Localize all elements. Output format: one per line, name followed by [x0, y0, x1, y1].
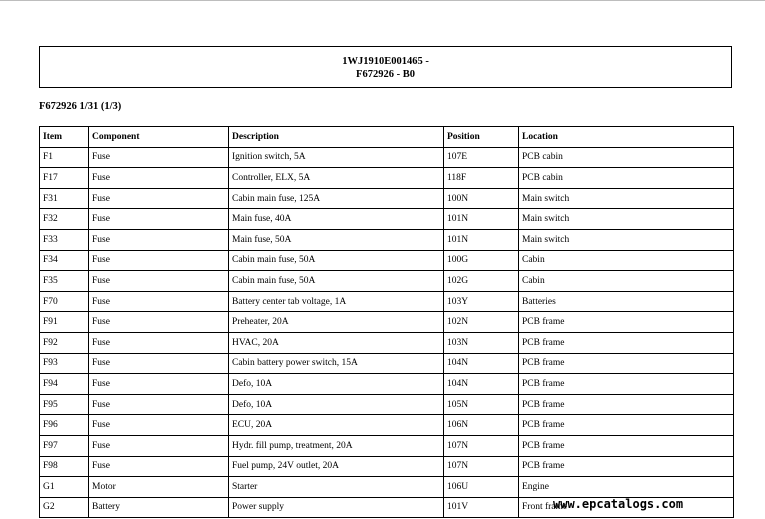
item-cell: F95 — [40, 394, 89, 415]
table-row — [40, 332, 734, 353]
component-cell: Fuse — [89, 394, 229, 415]
position-cell: 107E — [444, 147, 519, 168]
position-cell: 106N — [444, 415, 519, 436]
section-title: F672926 1/31 (1/3) — [39, 101, 122, 112]
table-row — [40, 374, 734, 395]
table-row — [40, 168, 734, 189]
component-cell: Fuse — [89, 147, 229, 168]
description-cell: ECU, 20A — [229, 415, 444, 436]
component-cell: Fuse — [89, 435, 229, 456]
description-cell: Starter — [229, 477, 444, 498]
position-cell: 102G — [444, 271, 519, 292]
description-cell: Preheater, 20A — [229, 312, 444, 333]
table-row — [40, 209, 734, 230]
location-cell: PCB frame — [519, 332, 734, 353]
document-header — [39, 46, 732, 88]
location-cell: PCB frame — [519, 415, 734, 436]
component-cell: Fuse — [89, 271, 229, 292]
item-cell: G1 — [40, 477, 89, 498]
description-cell: Defo, 10A — [229, 374, 444, 395]
table-row — [40, 147, 734, 168]
components-table — [39, 126, 734, 518]
location-cell: PCB frame — [519, 312, 734, 333]
position-cell: 107N — [444, 456, 519, 477]
component-cell: Fuse — [89, 250, 229, 271]
table-row — [40, 312, 734, 333]
location-cell: PCB frame — [519, 394, 734, 415]
component-cell: Motor — [89, 477, 229, 498]
location-cell: PCB frame — [519, 456, 734, 477]
component-cell: Fuse — [89, 209, 229, 230]
item-cell: F33 — [40, 229, 89, 250]
table-row — [40, 477, 734, 498]
position-cell: 105N — [444, 394, 519, 415]
table-row — [40, 229, 734, 250]
column-header-location: Location — [519, 127, 734, 148]
position-cell: 101N — [444, 209, 519, 230]
position-cell: 104N — [444, 353, 519, 374]
position-cell: 101V — [444, 497, 519, 518]
serial-number: 1WJ1910E001465 - — [342, 56, 429, 67]
position-cell: 102N — [444, 312, 519, 333]
location-cell: Front frame — [519, 497, 734, 518]
description-cell: Defo, 10A — [229, 394, 444, 415]
location-cell: Main switch — [519, 188, 734, 209]
column-header-component: Component — [89, 127, 229, 148]
item-cell: F31 — [40, 188, 89, 209]
column-header-item: Item — [40, 127, 89, 148]
column-header-position: Position — [444, 127, 519, 148]
item-cell: F98 — [40, 456, 89, 477]
component-cell: Fuse — [89, 332, 229, 353]
table-row — [40, 415, 734, 436]
column-header-description: Description — [229, 127, 444, 148]
component-cell: Fuse — [89, 374, 229, 395]
description-cell: Main fuse, 40A — [229, 209, 444, 230]
position-cell: 103N — [444, 332, 519, 353]
position-cell: 100G — [444, 250, 519, 271]
description-cell: Controller, ELX, 5A — [229, 168, 444, 189]
description-cell: Ignition switch, 5A — [229, 147, 444, 168]
table-row — [40, 353, 734, 374]
component-cell: Fuse — [89, 353, 229, 374]
location-cell: Cabin — [519, 271, 734, 292]
component-cell: Fuse — [89, 456, 229, 477]
item-cell: F96 — [40, 415, 89, 436]
table-row — [40, 188, 734, 209]
table-row — [40, 291, 734, 312]
position-cell: 107N — [444, 435, 519, 456]
description-cell: Cabin main fuse, 50A — [229, 250, 444, 271]
table-row — [40, 456, 734, 477]
item-cell: F91 — [40, 312, 89, 333]
description-cell: Hydr. fill pump, treatment, 20A — [229, 435, 444, 456]
table-row — [40, 271, 734, 292]
table-row — [40, 435, 734, 456]
item-cell: F93 — [40, 353, 89, 374]
location-cell: PCB cabin — [519, 147, 734, 168]
item-cell: F1 — [40, 147, 89, 168]
component-cell: Battery — [89, 497, 229, 518]
description-cell: Power supply — [229, 497, 444, 518]
drawing-number: F672926 - B0 — [356, 69, 415, 80]
item-cell: F32 — [40, 209, 89, 230]
location-cell: Batteries — [519, 291, 734, 312]
position-cell: 118F — [444, 168, 519, 189]
description-cell: Cabin main fuse, 125A — [229, 188, 444, 209]
watermark-text: www.epcatalogs.com — [553, 497, 684, 511]
item-cell: F92 — [40, 332, 89, 353]
table-row — [40, 250, 734, 271]
position-cell: 104N — [444, 374, 519, 395]
location-cell: PCB frame — [519, 435, 734, 456]
location-cell: Main switch — [519, 229, 734, 250]
position-cell: 106U — [444, 477, 519, 498]
component-cell: Fuse — [89, 291, 229, 312]
position-cell: 100N — [444, 188, 519, 209]
table-body — [40, 147, 734, 518]
description-cell: HVAC, 20A — [229, 332, 444, 353]
location-cell: PCB frame — [519, 374, 734, 395]
location-cell: Cabin — [519, 250, 734, 271]
location-cell: PCB cabin — [519, 168, 734, 189]
description-cell: Fuel pump, 24V outlet, 20A — [229, 456, 444, 477]
item-cell: G2 — [40, 497, 89, 518]
component-cell: Fuse — [89, 168, 229, 189]
component-cell: Fuse — [89, 312, 229, 333]
location-cell: Main switch — [519, 209, 734, 230]
description-cell: Cabin battery power switch, 15A — [229, 353, 444, 374]
item-cell: F70 — [40, 291, 89, 312]
description-cell: Main fuse, 50A — [229, 229, 444, 250]
location-cell: PCB frame — [519, 353, 734, 374]
item-cell: F35 — [40, 271, 89, 292]
location-cell: Engine — [519, 477, 734, 498]
position-cell: 103Y — [444, 291, 519, 312]
position-cell: 101N — [444, 229, 519, 250]
description-cell: Battery center tab voltage, 1A — [229, 291, 444, 312]
item-cell: F94 — [40, 374, 89, 395]
component-cell: Fuse — [89, 229, 229, 250]
table-row — [40, 394, 734, 415]
item-cell: F34 — [40, 250, 89, 271]
item-cell: F17 — [40, 168, 89, 189]
item-cell: F97 — [40, 435, 89, 456]
description-cell: Cabin main fuse, 50A — [229, 271, 444, 292]
top-rule — [0, 0, 765, 1]
component-cell: Fuse — [89, 188, 229, 209]
table-header-row — [40, 127, 734, 148]
component-cell: Fuse — [89, 415, 229, 436]
